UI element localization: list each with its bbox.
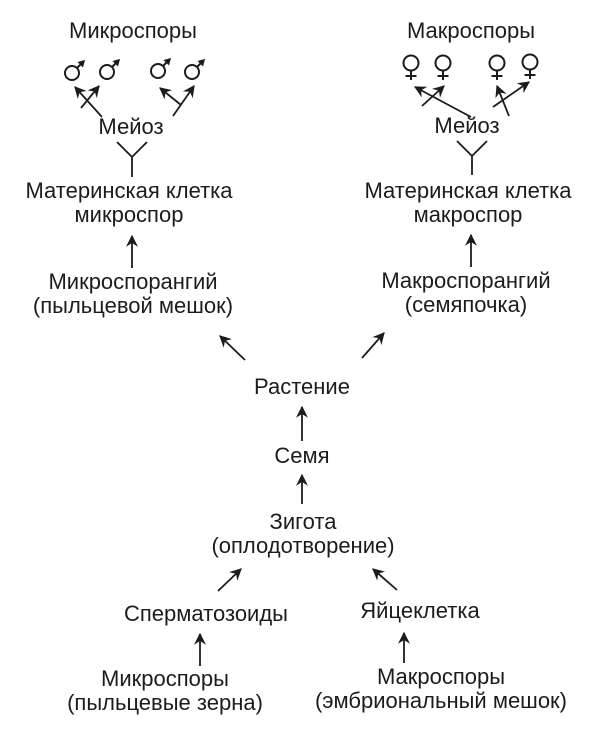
node-microsporangium-line1: Микроспорангий [48,269,218,294]
arrow-egg-to-zygote [373,569,397,590]
node-microsporangium-line2: (пыльцевой мешок) [32,293,234,318]
node-mother-cell-micro-line1: Материнская клетка [25,178,233,203]
arrows-meiosis-to-macrospores [415,82,529,117]
node-mother-cell-macro-line2: макроспор [413,202,523,227]
node-mother-cell-macro-line1: Материнская клетка [364,178,572,203]
arrow-spermatozoids-to-zygote [218,569,241,591]
node-macrosporangium [381,269,550,317]
node-meiosis-left: Мейоз [98,114,164,139]
female-spore-symbols [404,55,538,81]
node-seed: Семя [274,443,330,468]
female-symbol-icon [523,55,538,80]
female-symbol-icon [490,56,505,81]
node-plant: Растение [254,374,350,399]
male-symbol-icon [100,59,120,79]
arrows-meiosis-to-microspores [75,86,194,117]
node-macrospores-bottom [315,665,567,713]
node-zygote [211,510,394,558]
male-symbol-icon [151,58,171,78]
node-zygote-line1: Зигота [269,509,337,534]
node-microspores-bottom [67,667,263,715]
node-mother-cell-micro [25,179,232,227]
fork-line-mother-micro-to-meiosis [117,142,147,177]
node-mother-cell-micro-line2: микроспор [74,202,184,227]
male-spore-symbols [65,58,205,80]
arrow-plant-to-macrosporangium [362,333,384,358]
node-microspores-bottom-line2: (пыльцевые зерна) [67,690,263,715]
node-microspores-title: Микроспоры [69,18,197,43]
node-zygote-line2: (оплодотворение) [211,533,395,558]
node-macrospores-bottom-line2: (эмбриональный мешок) [314,688,568,713]
node-macrosporangium-line2: (семяпочка) [404,292,528,317]
node-meiosis-right: Мейоз [434,113,500,138]
female-symbol-icon [436,56,451,81]
arrow-plant-to-microsporangium [220,336,245,360]
fork-line-mother-macro-to-meiosis [457,141,487,175]
female-symbol-icon [404,56,419,81]
node-microsporangium [33,270,233,318]
node-macrospores-title: Макроспоры [406,18,536,43]
node-macrosporangium-line1: Макроспорангий [381,268,551,293]
node-spermatozoids: Сперматозоиды [124,601,288,626]
male-symbol-icon [185,59,205,79]
male-symbol-icon [65,60,85,80]
node-egg-cell: Яйцеклетка [360,598,480,623]
node-microspores-bottom-line1: Микроспоры [101,666,229,691]
node-mother-cell-macro [364,179,571,227]
node-macrospores-bottom-line1: Макроспоры [376,664,506,689]
